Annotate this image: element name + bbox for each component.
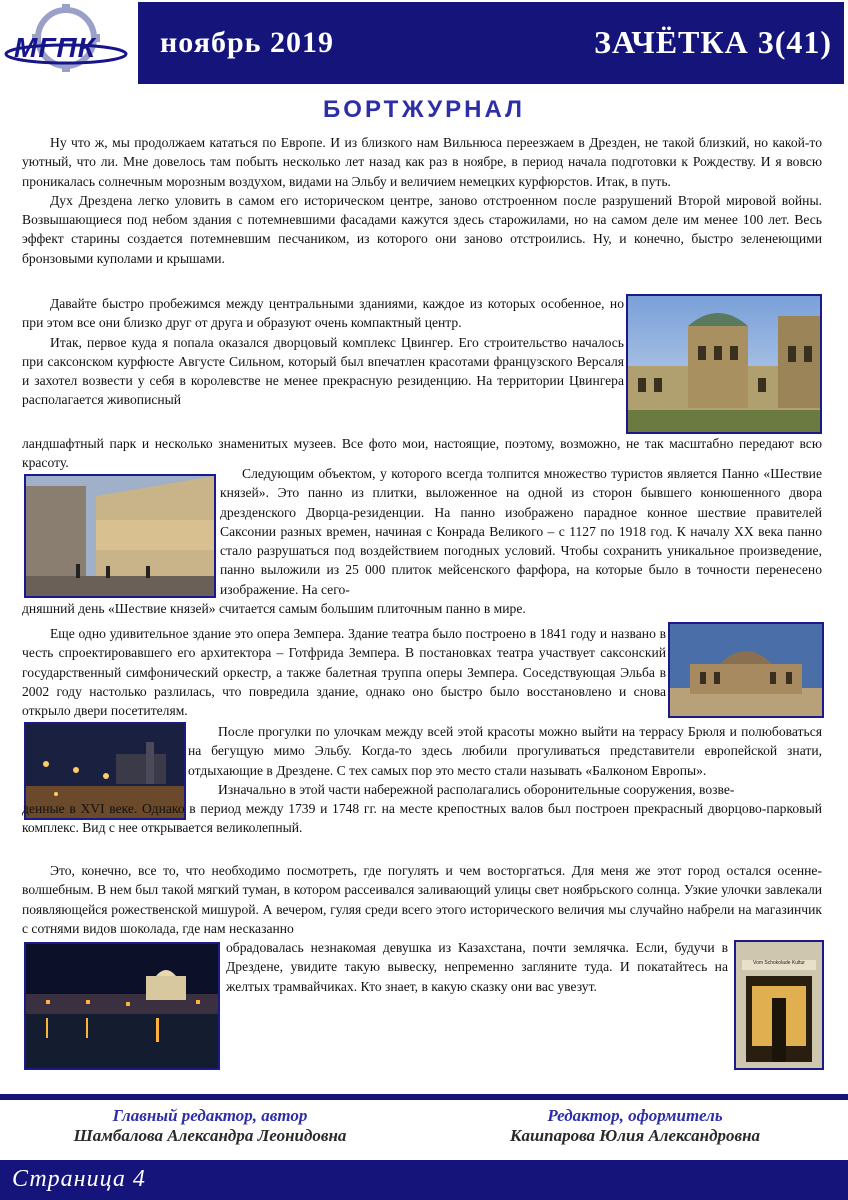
paragraph-6: Еще одно удивительное здание это опера Земпера. Здание театра было построено в 1841 году и названо в честь спроектировавшего его архитектора – Готфрида Земпера. В постановках театра участвует саксонский государственный симфонический оркестр, а также балетная труппа оперы Земпера. Соседствующая Эльба в 2002 году настолько разлилась, что повредила здание, однако оно быстро было восстановлено и снова открыло двери посетителям. bbox=[22, 626, 666, 719]
chief-editor-name: Шамбалова Александра Леонидовна bbox=[73, 1126, 347, 1145]
paragraph-5-cont: дняшний день «Шествие князей» считается самым большим плиточным панно в мире. bbox=[22, 601, 526, 617]
paragraph-9-cont: обрадовалась незнакомая девушка из Казахстана, почти землячка. Если, будучи в Дрездене, увидите такую вывеску, непременно загляните туда. И покатайтесь на желтых трамвайчиках. Кто знает, в какую сказку они вас увезут. bbox=[226, 940, 728, 994]
night-river-image bbox=[26, 944, 218, 1068]
photo-zwinger bbox=[626, 294, 822, 434]
paragraph-1: Ну что ж, мы продолжаем кататься по Европе. И из близкого нам Вильнюса переезжаем в Дрезден, не такой близкий, но какой-то уютный, что ли. Мне довелось там побыть несколько лет назад как раз в ноябре, в период начала подготовки к Рождеству. И я вовсю проникалась солнечным морозным воздухом, видами на Эльбу и величием немецких курфюрстов. Итак, в путь. bbox=[22, 135, 822, 189]
photo-chocolate-shop bbox=[734, 940, 824, 1070]
opera-image bbox=[670, 624, 822, 716]
designer-editor-name: Кашпарова Юлия Александровна bbox=[509, 1126, 761, 1145]
terrace-text bbox=[22, 722, 822, 838]
page-number: Страница 4 bbox=[12, 1166, 146, 1192]
chief-editor-role: Главный редактор, автор bbox=[112, 1106, 308, 1125]
paragraph-9: Это, конечно, все то, что необходимо посмотреть, где погулять и чем восторгаться. Для меня же этот город остался осенне-волшебным. В нем был такой мягкий туман, в котором рассеивался заливающий улицы свет ноябрьского солнца. Узкие улочки завлекали появляющейся рожественской мишурой. А вечером, гуляя среди всего этого исторического величия мы случайно набрели на магазинчик с сотнями видов шоколада, где нам несказанно bbox=[22, 863, 822, 936]
footer-bar bbox=[0, 1160, 848, 1200]
paragraph-4: Итак, первое куда я попала оказался дворцовый комплекс Цвингер. Его строительство началось при саксонском курфюсте Августе Сильном, который был впечатлен красотами французского Версаля и захотел возвести у себя в королевстве не менее прекрасную резиденцию. На территории Цвингера располагается живописный bbox=[22, 334, 624, 408]
paragraph-7: После прогулки по улочкам между всей этой красоты можно выйти на террасу Брюля и полюбоваться на бегущую мимо Эльбу. Когда-то здесь любили прогуливаться представители европейской знати, отдыхающие в Дрездене. С тех самых пор это место стали называть «Балконом Европы». bbox=[188, 724, 822, 778]
designer-editor bbox=[440, 1106, 830, 1146]
paragraph-8-cont: денные в XVI веке. Однако в период между 1739 и 1748 гг. на месте крепостных валов был построен прекрасный дворцово-парковый комплекс. Вид с нее открывается великолепный. bbox=[22, 801, 822, 836]
closing-text bbox=[22, 861, 822, 938]
procession-text bbox=[22, 464, 822, 618]
opera-text bbox=[22, 624, 666, 720]
section-title: БОРТЖУРНАЛ bbox=[323, 96, 525, 123]
logo-text: МГПК bbox=[14, 32, 96, 63]
intro-text bbox=[22, 133, 822, 268]
chief-editor bbox=[20, 1106, 400, 1146]
zwinger-text bbox=[22, 294, 624, 410]
designer-editor-role: Редактор, оформитель bbox=[547, 1106, 723, 1125]
paragraph-3: Давайте быстро пробежимся между центральными зданиями, каждое из которых особенное, но при этом все они близко друг от друга и образуют очень компактный центр. bbox=[22, 296, 624, 331]
paragraph-8: Изначально в этой части набережной располагались оборонительные сооружения, возве- bbox=[218, 781, 735, 797]
paragraph-2: Дух Дрездена легко уловить в самом его историческом центре, заново отстроенном после разрушений Второй мировой войны. Возвышающиеся под небом здания с потемневшими фасадами кажутся здесь старожилами, но на самом деле им менее 100 лет. Весь эффект старины создается потемневшим песчаником, из которого они заново отстроились. Ну, и конечно, быстро зеленеющими бронзовыми куполами и крышами. bbox=[22, 192, 822, 266]
issue-number: ЗАЧЁТКА 3(41) bbox=[594, 24, 832, 60]
zwinger-image bbox=[628, 296, 820, 432]
photo-night-river bbox=[24, 942, 220, 1070]
issue-month: ноябрь 2019 bbox=[160, 26, 334, 59]
paragraph-4-cont: ландшафтный парк и несколько знаменитых музеев. Все фото мои, настоящие, поэтому, возможно, не так масштабно передают всю красоту. bbox=[22, 436, 822, 471]
paragraph-5: Следующим объектом, у которого всегда толпится множество туристов является Панно «Шествие князей». Это панно из плитки, выложенное на одной из сторон бывшего конюшенного двора дрезденского Дворца-резиденции. На панно изображено парадное конное шествие правителей Саксонии разных времен, начиная с Конрада Великого – с 1127 по 1918 год. К началу XX века панно стало разрушаться под воздействием погодных условий. Чтобы сохранить уникальное произведение, панно выложили из 25 000 плиток мейсенского фарфора, на которые было в точности перенесено изображение. На сего- bbox=[220, 466, 822, 597]
shop-sign-text: Vom Schokolade Kultur bbox=[753, 960, 805, 966]
shop-text bbox=[226, 938, 728, 996]
photo-opera bbox=[668, 622, 824, 718]
footer-line bbox=[0, 1094, 848, 1100]
header bbox=[0, 0, 848, 84]
